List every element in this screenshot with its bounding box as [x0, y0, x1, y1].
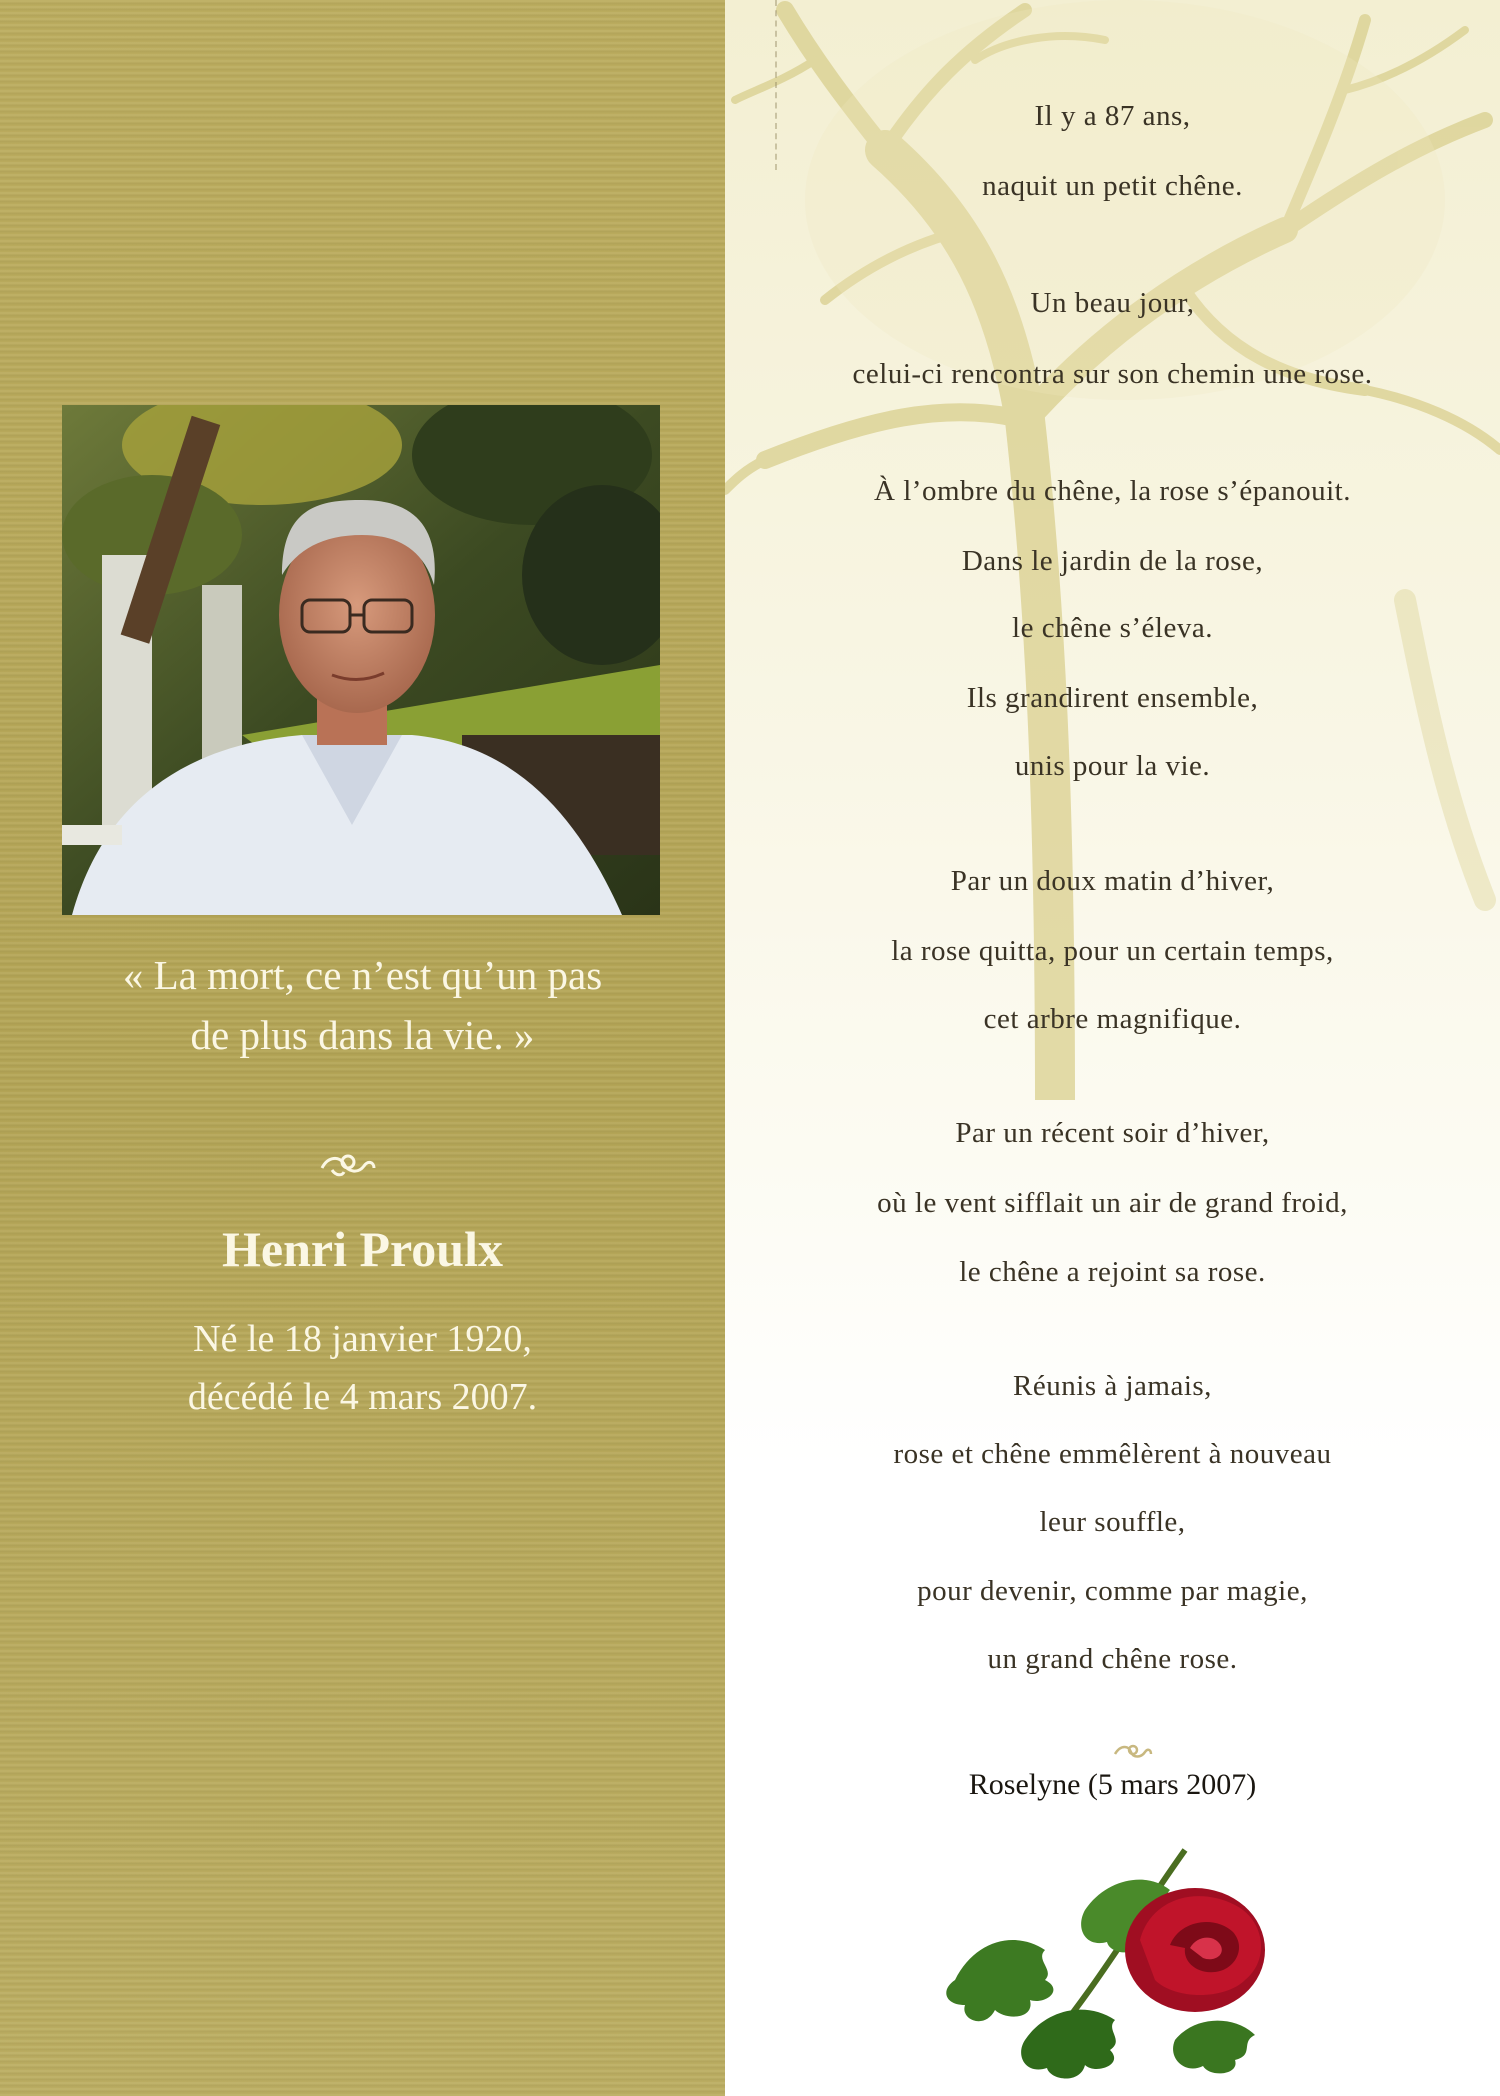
rose-with-oak-leaves-icon: [935, 1830, 1305, 2090]
poem-line: celui-ci rencontra sur son chemin une rose.: [852, 358, 1373, 390]
poem-line: rose et chêne emmêlèrent à nouveau: [893, 1438, 1332, 1470]
fleuron-ornament-icon: [318, 1148, 378, 1180]
poem-signature: Roselyne (5 mars 2007): [968, 1768, 1257, 1801]
portrait-photo-image: [62, 405, 660, 915]
poem-line: le chêne a rejoint sa rose.: [959, 1256, 1266, 1288]
poem-line: le chêne s’éleva.: [1012, 612, 1213, 644]
memorial-quote: [30, 945, 695, 1065]
poem-line: un grand chêne rose.: [987, 1643, 1238, 1675]
right-panel: [725, 0, 1500, 2096]
poem-line: Un beau jour,: [1030, 287, 1195, 319]
portrait-photo: [62, 405, 660, 915]
left-panel: [0, 0, 725, 2096]
poem-line: naquit un petit chêne.: [982, 170, 1243, 202]
poem-line: Il y a 87 ans,: [1034, 100, 1191, 132]
poem-line: pour devenir, comme par magie,: [917, 1575, 1308, 1607]
poem-line: cet arbre magnifique.: [983, 1003, 1242, 1035]
birth-date: Né le 18 janvier 1920,: [193, 1318, 532, 1360]
quote-line-1: « La mort, ce n’est qu’un pas: [122, 952, 603, 998]
life-dates: [0, 1310, 725, 1426]
poem: [725, 0, 1500, 1900]
poem-line: Par un récent soir d’hiver,: [955, 1117, 1270, 1149]
poem-line: unis pour la vie.: [1014, 750, 1211, 782]
poem-line: Réunis à jamais,: [1013, 1370, 1212, 1402]
poem-line: Ils grandirent ensemble,: [966, 682, 1259, 714]
poem-line: leur souffle,: [1039, 1506, 1186, 1538]
poem-line: Par un doux matin d’hiver,: [950, 865, 1275, 897]
poem-line: Dans le jardin de la rose,: [961, 545, 1264, 577]
poem-line: la rose quitta, pour un certain temps,: [891, 935, 1334, 967]
poem-line: À l’ombre du chêne, la rose s’épanouit.: [874, 475, 1351, 507]
poem-line: où le vent sifflait un air de grand froid,: [877, 1187, 1348, 1219]
deceased-name: Henri Proulx: [221, 1221, 503, 1277]
death-date: décédé le 4 mars 2007.: [187, 1376, 538, 1418]
quote-line-2: de plus dans la vie. »: [190, 1012, 535, 1058]
small-fleuron-icon: [1113, 1740, 1153, 1762]
